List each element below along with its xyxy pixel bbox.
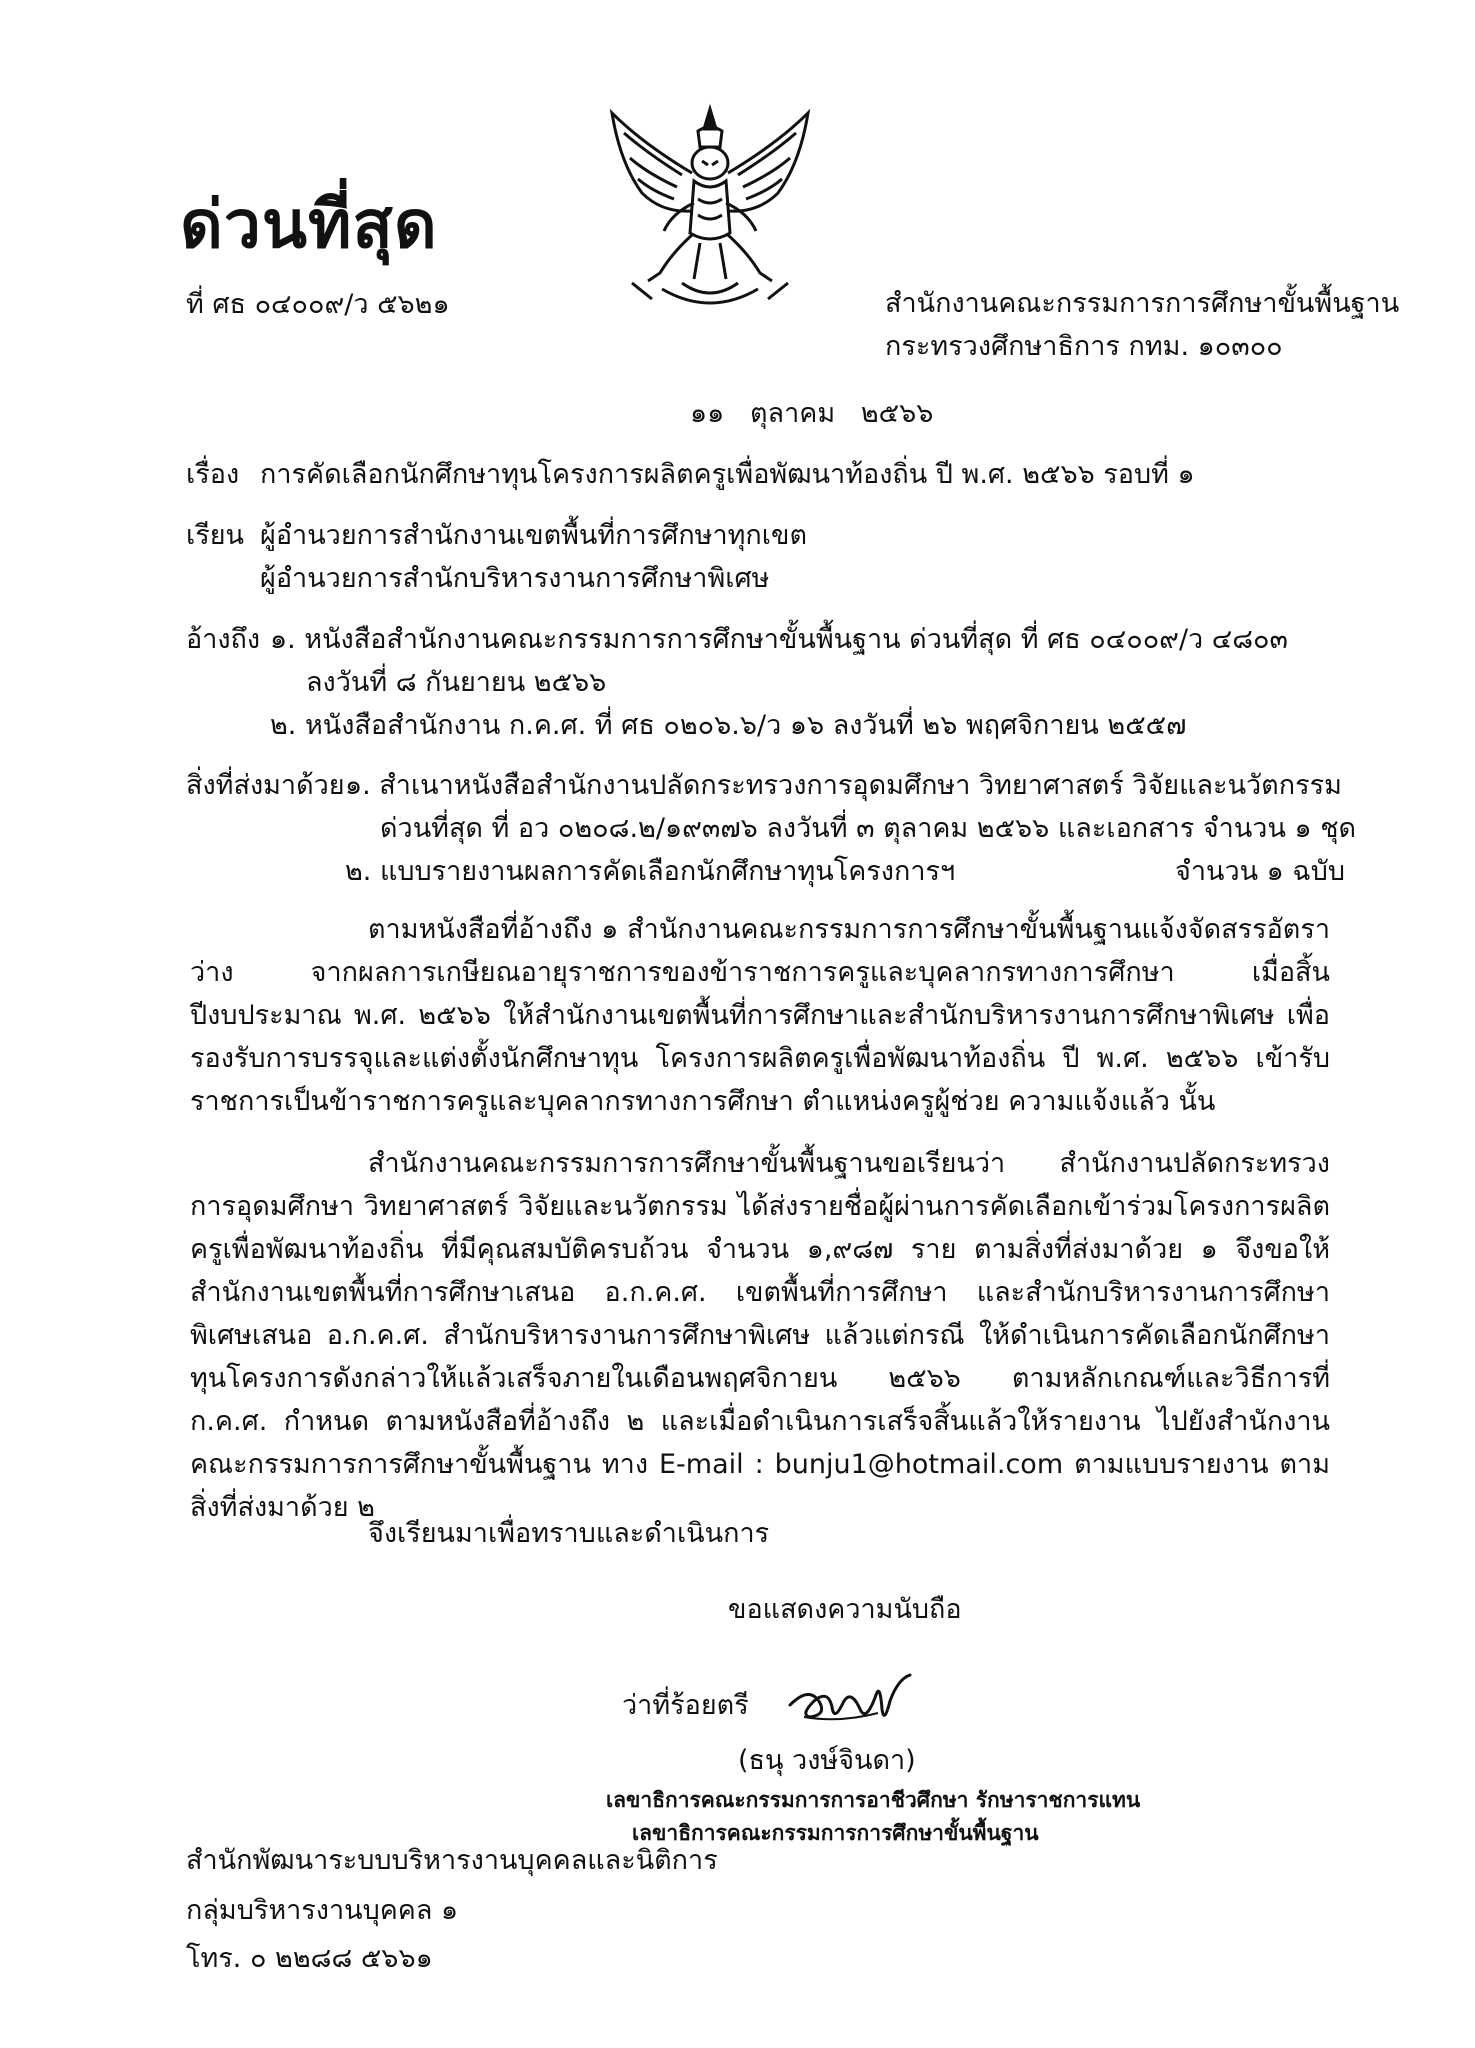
enclosure-item-2-quantity: จำนวน ๑ ฉบับ (1175, 856, 1346, 887)
letter-date: ๑๑ ตุลาคม ๒๕๖๖ (690, 398, 934, 429)
garuda-emblem-icon (602, 103, 818, 321)
issuer-line-2: กระทรวงศึกษาธิการ กทม. ๑๐๓๐๐ (885, 331, 1283, 362)
addressee-label: เรียน (186, 520, 245, 551)
addressee-line-2: ผู้อำนวยการสำนักบริหารงานการศึกษาพิเศษ (260, 563, 770, 594)
urgency-label: ด่วนที่สุด (180, 186, 438, 263)
closing-regards: ขอแสดงความนับถือ (728, 1594, 962, 1625)
subject-text: การคัดเลือกนักศึกษาทุนโครงการผลิตครูเพื่อพัฒนาท้องถิ่น ปี พ.ศ. ๒๕๖๖ รอบที่ ๑ (260, 459, 1195, 490)
body-paragraph-3: จึงเรียนมาเพื่อทราบและดำเนินการ (368, 1518, 770, 1549)
body-paragraph-2: สำนักงานคณะกรรมการการศึกษาขั้นพื้นฐานขอเรียนว่า สำนักงานปลัดกระทรวงการอุดมศึกษา วิทยาศาสตร์ วิจัยและนวัตกรรม ได้ส่งรายชื่อผู้ผ่านการคัดเลือกเข้าร่วมโครงการผลิตครูเพื่อพัฒนาท้องถิ่น ที่มีคุณสมบัติครบถ้วน จำนวน ๑,๙๘๗ ราย ตามสิ่งที่ส่งมาด้วย ๑ จึงขอให้สำนักงานเขตพื้นที่การศึกษาเสนอ อ.ก.ค.ศ. เขตพื้นที่การศึกษา และสำนักบริหารงานการศึกษาพิเศษเสนอ อ.ก.ค.ศ. สำนักบริหารงานการศึกษาพิเศษ แล้วแต่กรณี ให้ดำเนินการคัดเลือกนักศึกษาทุนโครงการดังกล่าวให้แล้วเสร็จภายในเดือนพฤศจิกายน ๒๕๖๖ ตามหลักเกณฑ์และวิธีการที่ ก.ค.ศ. กำหนด ตามหนังสือที่อ้างถึง ๒ และเมื่อดำเนินการเสร็จสิ้นแล้วให้รายงาน ไปยังสำนักงานคณะกรรมการการศึกษาขั้นพื้นฐาน ทาง E-mail : bunju1@hotmail.com ตามแบบรายงาน ตามสิ่งที่ส่งมาด้วย ๒ (190, 1148, 1330, 1523)
body-paragraph-1: ตามหนังสือที่อ้างถึง ๑ สำนักงานคณะกรรมการการศึกษาขั้นพื้นฐานแจ้งจัดสรรอัตราว่าง จากผลการเกษียณอายุราชการของข้าราชการครูและบุคลากรทางการศึกษา เมื่อสิ้นปีงบประมาณ พ.ศ. ๒๕๖๖ ให้สำนักงานเขตพื้นที่การศึกษาและสำนักบริหารงานการศึกษาพิเศษ เพื่อรองรับการบรรจุและแต่งตั้งนักศึกษาทุน โครงการผลิตครูเพื่อพัฒนาท้องถิ่น ปี พ.ศ. ๒๕๖๖ เข้ารับราชการเป็นข้าราชการครูและบุคลากรทางการศึกษา ตำแหน่งครูผู้ช่วย ความแจ้งแล้ว นั้น (190, 914, 1330, 1117)
enclosure-item-1-line-2: ด่วนที่สุด ที่ อว ๐๒๐๘.๒/๑๙๓๗๖ ลงวันที่ ๓ ตุลาคม ๒๕๖๖ และเอกสาร จำนวน ๑ ชุด (380, 813, 1357, 844)
signer-name: (ธนุ วงษ์จินดา) (738, 1745, 916, 1776)
enclosures-label: สิ่งที่ส่งมาด้วย (186, 770, 345, 801)
signer-rank: ว่าที่ร้อยตรี (622, 1690, 749, 1721)
reference-item-1-line-1: ๑. หนังสือสำนักงานคณะกรรมการการศึกษาขั้นพื้นฐาน ด่วนที่สุด ที่ ศธ ๐๔๐๐๙/ว ๔๘๐๓ (270, 624, 1288, 655)
enclosure-item-2: ๒. แบบรายงานผลการคัดเลือกนักศึกษาทุนโครงการฯ (345, 856, 956, 887)
reference-number: ที่ ศธ ๐๔๐๐๙/ว ๕๖๒๑ (186, 289, 450, 320)
signer-position-line-2: เลขาธิการคณะกรรมการการศึกษาขั้นพื้นฐาน (632, 1821, 1039, 1845)
footer-group: กลุ่มบริหารงานบุคคล ๑ (186, 1895, 459, 1926)
references-label: อ้างถึง (186, 624, 261, 655)
issuer-line-1: สำนักงานคณะกรรมการการศึกษาขั้นพื้นฐาน (885, 288, 1400, 319)
reference-item-2: ๒. หนังสือสำนักงาน ก.ค.ศ. ที่ ศธ ๐๒๐๖.๖/ว ๑๖ ลงวันที่ ๒๖ พฤศจิกายน ๒๕๕๗ (270, 710, 1187, 741)
footer-phone: โทร. ๐ ๒๒๘๘ ๕๖๖๑ (186, 1943, 433, 1974)
reference-item-1-line-2: ลงวันที่ ๘ กันยายน ๒๕๖๖ (306, 667, 607, 698)
signer-position-line-1: เลขาธิการคณะกรรมการการอาชีวศึกษา รักษาราชการแทน (606, 1788, 1141, 1812)
footer-office: สำนักพัฒนาระบบบริหารงานบุคคลและนิติการ (186, 1845, 718, 1876)
addressee-line-1: ผู้อำนวยการสำนักงานเขตพื้นที่การศึกษาทุกเขต (260, 520, 807, 551)
subject-label: เรื่อง (186, 459, 240, 490)
enclosure-item-1-line-1: ๑. สำเนาหนังสือสำนักงานปลัดกระทรวงการอุดมศึกษา วิทยาศาสตร์ วิจัยและนวัตกรรม (345, 770, 1342, 801)
handwritten-signature-icon (780, 1665, 930, 1745)
